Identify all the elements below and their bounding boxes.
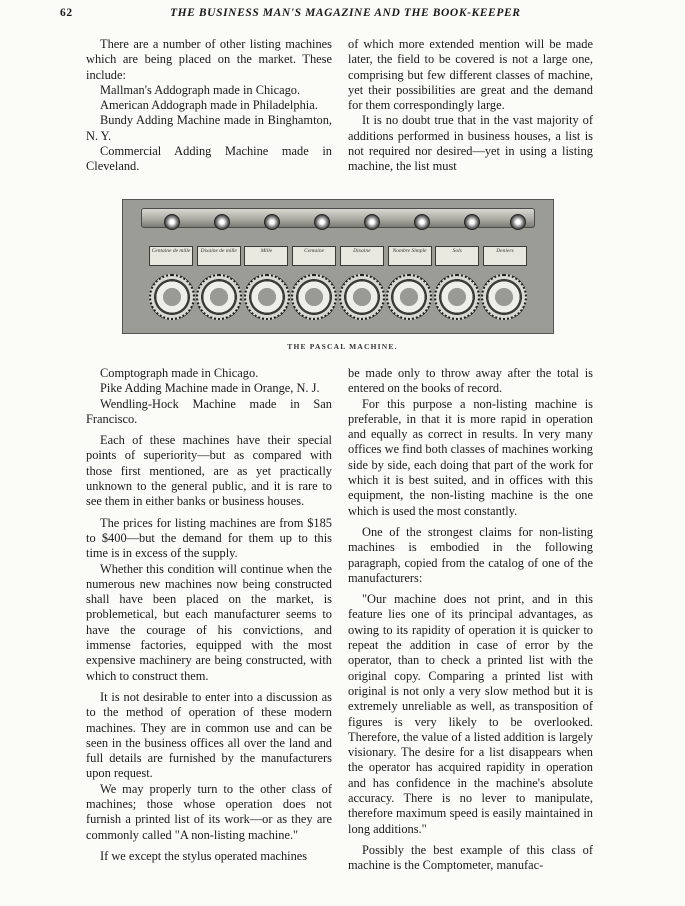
paragraph: We may properly turn to the other class of machines; those whose operation does not furnish a printed list of its work—or as they are commonly called "A non-listing machine.": [86, 781, 332, 842]
dial-wheel-icon: [149, 274, 195, 320]
machine-wheel-row: [149, 274, 527, 324]
paragraph: Pike Adding Machine made in Orange, N. J.: [100, 381, 320, 396]
machine-label: Dixaine de mille: [197, 246, 241, 266]
page-number: 62: [60, 7, 73, 19]
machine-label: Mille: [244, 246, 288, 266]
paragraph: "Our machine does not print, and in this feature lies one of its principal advantages, as owing to its rapidity of operation it is quicker to repeat the addition in case of error by the operator, than to check a printed list with the original copy. Comparing a printed list with original is not only a very slow method but it is extremely unreliable as well, as transposition of figures is very likely to be overlooked. Therefore, the value of a listed addition is largely visionary. The desire for a list disappears when the operator has acquired rapidity in operation and has confidence in the machine's absolute accuracy. There is no lever to manipulate, therefore maximum speed is easily maintained in long additions.": [348, 592, 593, 836]
column-bottom-right: [348, 366, 593, 874]
knob-icon: [364, 214, 380, 230]
dial-wheel-icon: [481, 274, 527, 320]
paragraph: Comptograph made in Chicago.: [100, 366, 259, 380]
paragraph: of which more extended mention will be made later, the field to be covered is not a large one, comprising but few different classes of machine, yet their possibilities are great and the demand for them correspondingly large.: [348, 37, 593, 113]
paragraph: There are a number of other listing machines which are being placed on the market. These include:: [86, 37, 332, 82]
dial-wheel-icon: [291, 274, 337, 320]
paragraph: The prices for listing machines are from $185 to $400—but the demand for them up to this time is in excess of the supply.: [86, 515, 332, 561]
paragraph: American Addograph made in Philadelphia.: [100, 98, 318, 113]
paragraph: Mallman's Addograph made in Chicago.: [100, 82, 301, 97]
knob-icon: [314, 214, 330, 230]
paragraph: Bundy Adding Machine made in Binghamton, N. Y.: [86, 113, 332, 143]
magazine-title: THE BUSINESS MAN'S MAGAZINE AND THE BOOK-KEEPER: [170, 7, 521, 19]
paragraph: Wendling-Hock Machine made in San Francisco.: [86, 396, 332, 426]
dial-wheel-icon: [434, 274, 480, 320]
column-top-left: [86, 37, 332, 175]
knob-icon: [414, 214, 430, 230]
machine-top-rail: [141, 208, 535, 228]
machine-label: Centaine de mille: [149, 246, 193, 266]
machine-label: Sols: [435, 246, 479, 266]
paragraph: be made only to throw away after the total is entered on the books of record.: [348, 366, 593, 396]
figure-caption: THE PASCAL MACHINE.: [287, 342, 398, 351]
paragraph: Whether this condition will continue when the numerous new machines now being constructed shall have been placed on the market, is problemetical, but each manufacturer seems to have the courage of his convictions, and immense factories, equipped with the most expensive machinery are being constructed, with which to construct them.: [86, 561, 332, 683]
pascal-machine-illustration: [122, 199, 554, 334]
dial-wheel-icon: [339, 274, 385, 320]
machine-label: Nombre Simple: [388, 246, 432, 266]
machine-label: Centaine: [292, 246, 336, 266]
dial-wheel-icon: [244, 274, 290, 320]
machine-label: Deniers: [483, 246, 527, 266]
paragraph: Each of these machines have their special points of superiority—but as compared with those first mentioned, are as yet practically unknown to the general public, and it is rare to see them in either banks or business houses.: [86, 433, 332, 509]
paragraph: Possibly the best example of this class of machine is the Comptometer, manufac-: [348, 842, 593, 873]
knob-icon: [164, 214, 180, 230]
paragraph: If we except the stylus operated machines: [100, 848, 308, 863]
machine-label: Dixaine: [340, 246, 384, 266]
paragraph: Commercial Adding Machine made in Cleveland.: [86, 144, 332, 174]
dial-wheel-icon: [386, 274, 432, 320]
knob-icon: [264, 214, 280, 230]
running-header: [60, 7, 620, 23]
knob-icon: [510, 214, 526, 230]
knob-icon: [214, 214, 230, 230]
paragraph: It is no doubt true that in the vast majority of additions performed in business houses, a list is not required nor desired—yet in using a listing machine, the list must: [348, 113, 593, 174]
paragraph: It is not desirable to enter into a discussion as to the method of operation of these modern machines. They are in common use and can be seen in the business offices all over the land and full details are furnished by the manufacturers upon request.: [86, 689, 332, 781]
machine-label-row: [149, 246, 527, 266]
column-top-right: [348, 37, 593, 175]
column-bottom-left: [86, 366, 332, 864]
paragraph: For this purpose a non-listing machine is preferable, in that it is more rapid in operation and equally as correct in results. In very many offices we find both classes of machines working side by side, each doing that part of the work for which it is best suited, and in offices with this equipment, the non-listing machine is the one which is used the most constantly.: [348, 396, 593, 518]
paragraph: One of the strongest claims for non-listing machines is embodied in the following paragraph, copied from the catalog of one of the manufacturers:: [348, 524, 593, 585]
knob-icon: [464, 214, 480, 230]
dial-wheel-icon: [196, 274, 242, 320]
